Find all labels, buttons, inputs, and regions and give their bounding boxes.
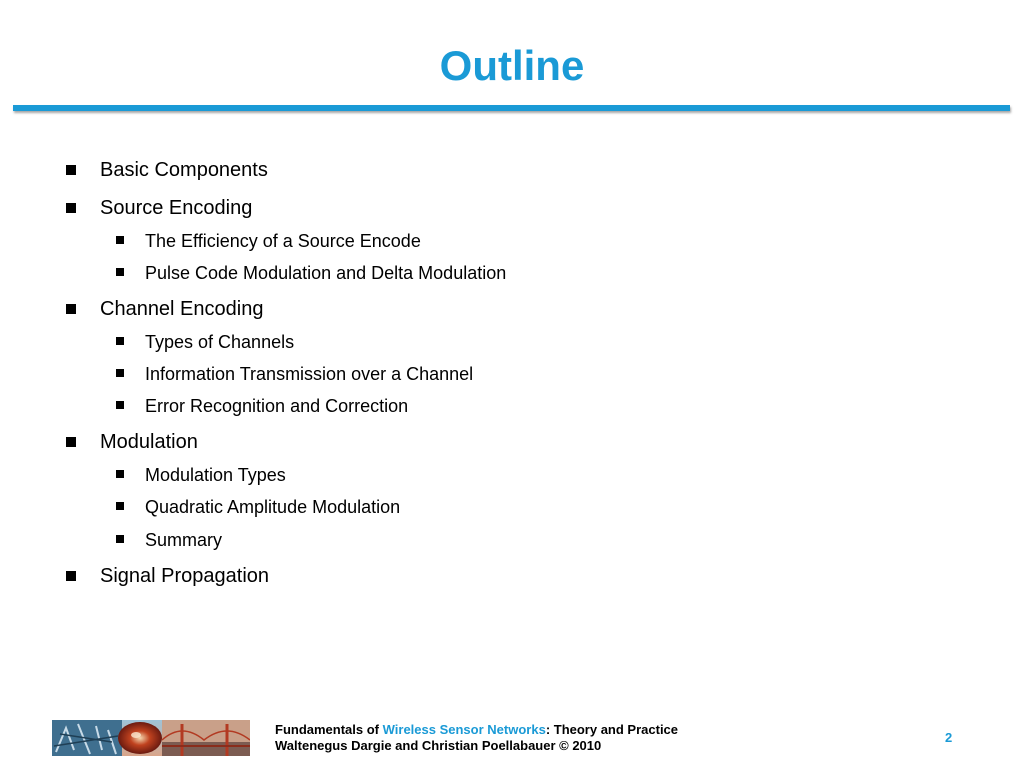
footer-suffix: : Theory and Practice	[545, 722, 679, 737]
list-item-label: Channel Encoding	[100, 298, 264, 320]
square-bullet-icon	[116, 268, 124, 276]
square-bullet-icon	[116, 470, 124, 478]
square-bullet-icon	[116, 236, 124, 244]
footer-line-1	[275, 722, 678, 738]
list-subitem	[145, 331, 294, 353]
footer-line-2: Waltenegus Dargie and Christian Poellabauer © 2010	[275, 738, 602, 753]
list-item-label: Types of Channels	[145, 332, 295, 352]
slide-title: Outline	[439, 42, 585, 89]
list-subitem	[145, 363, 473, 385]
list-item	[100, 158, 268, 182]
list-item	[100, 196, 252, 220]
square-bullet-icon	[66, 203, 76, 213]
list-item-label: Information Transmission over a Channel	[145, 364, 474, 384]
square-bullet-icon	[66, 304, 76, 314]
list-item	[100, 564, 269, 588]
square-bullet-icon	[116, 337, 124, 345]
list-item-label: Error Recognition and Correction	[145, 396, 409, 416]
square-bullet-icon	[116, 535, 124, 543]
list-subitem	[145, 262, 506, 284]
list-item-label: Signal Propagation	[100, 565, 270, 587]
list-item-label: Source Encoding	[100, 197, 253, 219]
footer-citation	[275, 722, 678, 754]
footer-banner-image	[52, 720, 250, 756]
square-bullet-icon	[116, 502, 124, 510]
list-item-label: Summary	[145, 530, 223, 550]
list-subitem	[145, 464, 286, 486]
list-subitem	[145, 529, 222, 551]
footer-highlight: Wireless Sensor Networks	[382, 722, 546, 737]
square-bullet-icon	[66, 437, 76, 447]
list-item	[100, 297, 263, 321]
page-number: 2	[945, 730, 953, 745]
footer-prefix: Fundamentals of	[275, 722, 383, 737]
list-subitem	[145, 230, 421, 252]
list-item	[100, 430, 198, 454]
list-item-label: Basic Components	[100, 159, 268, 181]
list-item-label: Quadratic Amplitude Modulation	[145, 497, 401, 517]
list-subitem	[145, 395, 408, 417]
square-bullet-icon	[66, 571, 76, 581]
list-item-label: The Efficiency of a Source Encode	[145, 231, 421, 251]
list-item-label: Pulse Code Modulation and Delta Modulation	[145, 263, 507, 283]
title-divider	[13, 105, 1010, 111]
list-item-label: Modulation Types	[145, 465, 286, 485]
square-bullet-icon	[66, 165, 76, 175]
list-subitem	[145, 496, 400, 518]
list-item-label: Modulation	[100, 431, 198, 453]
square-bullet-icon	[116, 401, 124, 409]
square-bullet-icon	[116, 369, 124, 377]
